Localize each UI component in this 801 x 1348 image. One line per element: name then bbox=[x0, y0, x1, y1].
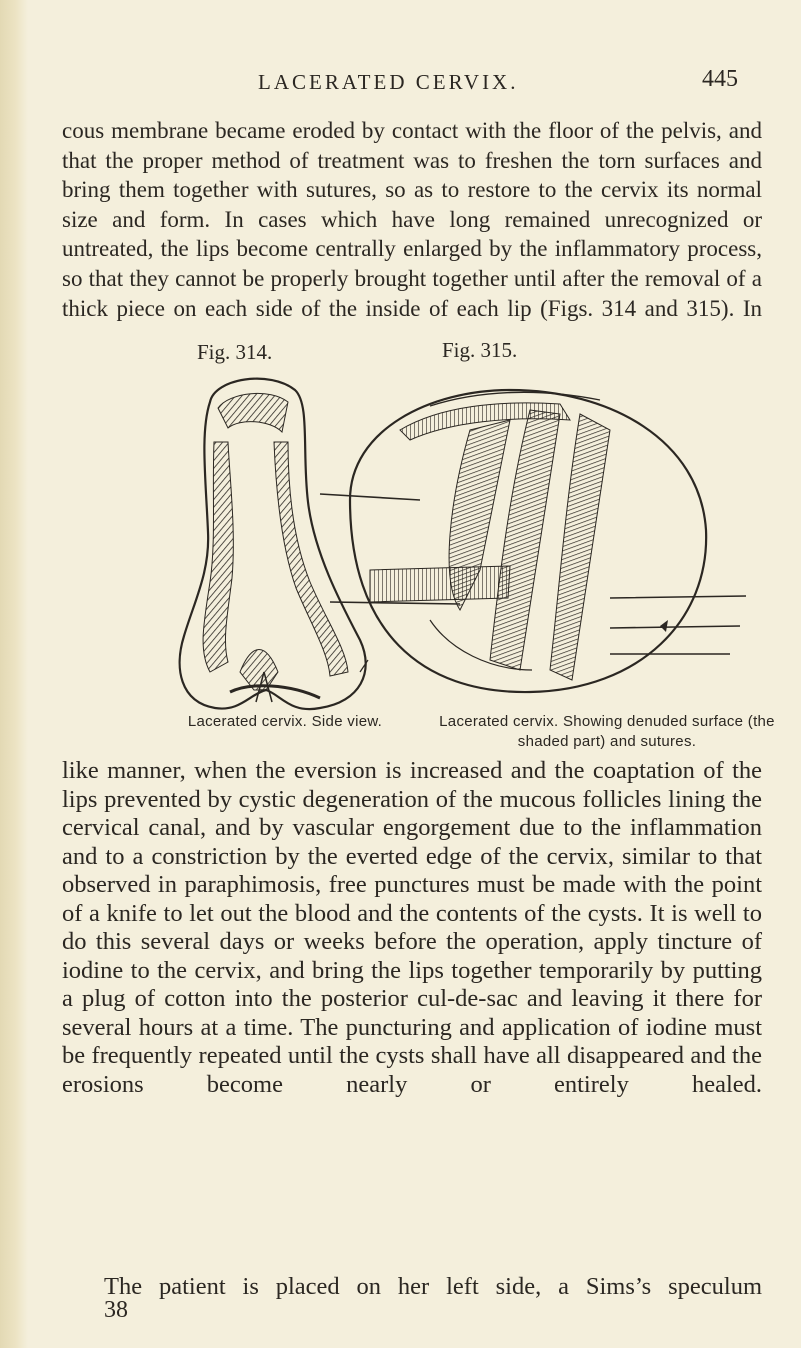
page-edge-shadow bbox=[0, 0, 28, 1348]
folio-signature: 38 bbox=[104, 1297, 128, 1323]
body-paragraph-bottom: The patient is placed on her left side, a Sims’s speculum bbox=[104, 1273, 762, 1300]
page-number: 445 bbox=[702, 66, 738, 92]
figure-315-caption: Lacerated cervix. Showing denuded surface (the shaded part) and sutures. bbox=[439, 713, 775, 750]
running-title: LACERATED CERVIX. bbox=[258, 70, 519, 94]
figure-314-label: Fig. 314. bbox=[197, 340, 273, 364]
body-paragraph-top: cous membrane became eroded by contact with the floor of the pelvis, and that the proper method of treatment was to freshen the torn surfaces and bring them together with sutures, so as to restore to the cervix its normal size and form. In cases which have long remained unrecognized or untreated, the lips become centrally enlarged by the inflammatory process, so that they cannot be properly brought together until after the removal of a thick piece on each side of the inside of each lip (Figs. 314 and 315). In bbox=[62, 118, 762, 321]
lacerated-cervix-denuded-surface-illustration bbox=[310, 370, 750, 710]
figure-315-label: Fig. 315. bbox=[442, 338, 518, 362]
figure-314-caption: Lacerated cervix. Side view. bbox=[187, 713, 383, 730]
body-paragraph-middle: like manner, when the eversion is increased and the coaptation of the lips prevented by cystic degeneration of the mucous follicles lining the cervical canal, and by vascular engorgement due to the inflammation and to a constriction by the everted edge of the cervix, similar to that observed in paraphimosis, free punctures must be made with the point of a knife to let out the blood and the contents of the cysts. It is well to do this several days or weeks before the operation, apply tincture of iodine to the cervix, and bring the lips together temporarily by putting a plug of cotton into the posterior cul-de-sac and leaving it there for several hours at a time. The puncturing and application of iodine must be frequently repeated until the cysts shall have all disappeared and the erosions become nearly or entirely healed. bbox=[62, 757, 762, 1098]
running-header bbox=[0, 60, 801, 100]
